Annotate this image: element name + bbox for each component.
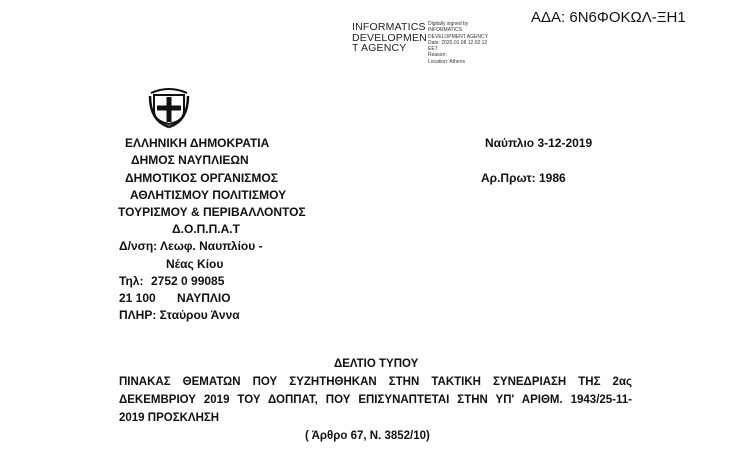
paragraph-line-3: 2019 ΠΡΟΣΚΛΗΣΗ [119, 412, 220, 424]
paragraph-line-1: ΠΙΝΑΚΑΣ ΘΕΜΑΤΩΝ ΠΟΥ ΣΥΖΗΤΗΘΗΚΑΝ ΣΤΗΝ ΤΑΚΤΙΚΗ ΣΥΝΕΔΡΙΑΣΗ ΤΗΣ 2ας [119, 376, 632, 388]
greek-emblem-icon [147, 87, 191, 129]
sender-address-1: Δ/νση: Λεωφ. Ναυπλίου - [119, 239, 263, 253]
signature-detail-line: INFORMATICS [428, 27, 463, 34]
place-date: Ναύπλιο 3-12-2019 [485, 136, 593, 150]
signature-detail-line: Reason: [428, 52, 447, 59]
sender-address-2: Νέας Κίου [166, 257, 224, 271]
paragraph-line-2: ΔΕΚΕΜΒΡΙΟΥ 2019 ΤΟΥ ΔΟΠΠΑΤ, ΠΟΥ ΕΠΙΣΥΝΑΠΤΕΤΑΙ ΣΤΗΝ ΥΠ' ΑΡΙΘΜ. 1943/25-11- [119, 394, 632, 406]
sender-phone: 2752 0 99085 [151, 274, 225, 288]
sender-phone-label: Τηλ: [119, 274, 144, 288]
signature-detail-line: Location: Athens [428, 58, 465, 65]
signature-agency-name [352, 22, 427, 54]
sender-line-6: Δ.Ο.Π.Π.Α.Τ [172, 222, 240, 236]
sender-postcode: 21 100 [119, 291, 156, 305]
signature-agency-line: T AGENCY [352, 42, 407, 54]
signature-detail-line: DEVELOPMENT AGENCY [428, 33, 488, 40]
signature-detail-line: EET [428, 46, 438, 53]
signature-details [428, 21, 488, 65]
signature-detail-line: Digitally signed by [428, 21, 469, 27]
article-reference: ( Άρθρο 67, Ν. 3852/10) [305, 430, 430, 442]
signature-agency-line: INFORMATICS [352, 21, 426, 33]
protocol-number: Αρ.Πρωτ: 1986 [481, 171, 566, 185]
signature-agency-line: DEVELOPMEN [352, 31, 427, 44]
signature-detail-line: Date: 2020.01.08 12:02:12 [428, 39, 488, 46]
sender-line-5: ΤΟΥΡΙΣΜΟΥ & ΠΕΡΙΒΑΛΛΟΝΤΟΣ [118, 205, 306, 219]
sender-line-4: ΑΘΛΗΤΙΣΜΟΥ ΠΟΛΙΤΙΣΜΟΥ [130, 188, 287, 202]
sender-contact: ΠΛΗΡ: Σταύρου Άννα [119, 308, 240, 322]
sender-city: ΝΑΥΠΛΙΟ [177, 291, 231, 305]
sender-line-2: ΔΗΜΟΣ ΝΑΥΠΛΙΕΩΝ [131, 153, 249, 167]
sender-line-1: ΕΛΛΗΝΙΚΗ ΔΗΜΟΚΡΑΤΙΑ [125, 136, 270, 150]
ada-code: ΑΔΑ: 6Ν6ΦΟΚΩΛ-ΞΗ1 [531, 9, 686, 26]
press-release-heading: ΔΕΛΤΙΟ ΤΥΠΟΥ [334, 358, 419, 370]
sender-line-3: ΔΗΜΟΤΙΚΟΣ ΟΡΓΑΝΙΣΜΟΣ [125, 171, 278, 185]
